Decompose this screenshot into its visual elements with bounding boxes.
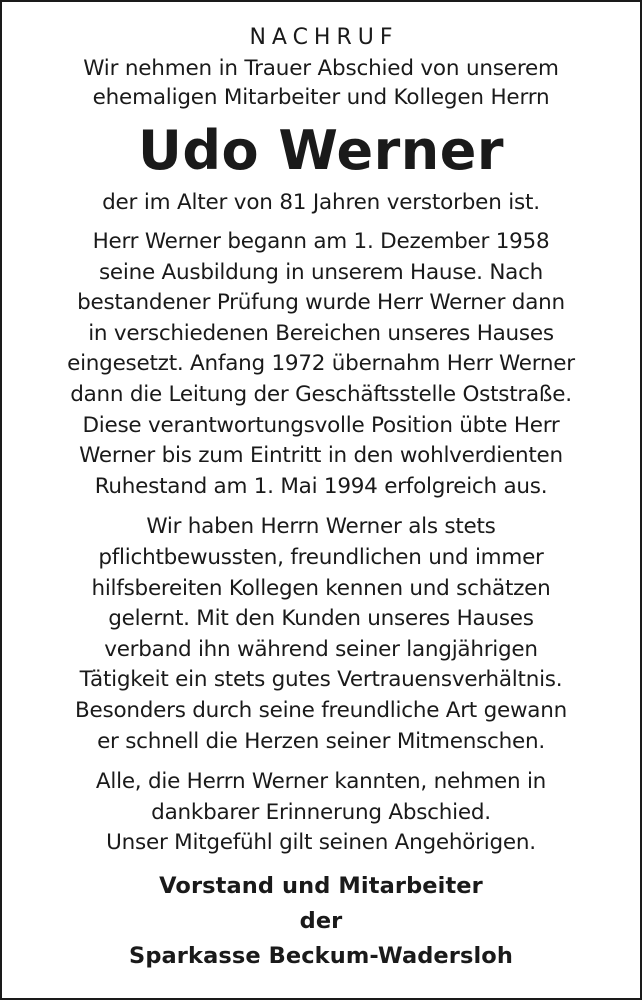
signature-block	[12, 869, 630, 974]
text-line: in verschiedenen Bereichen unseres Hauses	[88, 320, 554, 346]
text-line: er schnell die Herzen seiner Mitmenschen.	[97, 728, 545, 754]
text-line: seine Ausbildung in unserem Hause. Nach	[98, 259, 544, 285]
text-line: bestandener Prüfung wurde Herr Werner dann	[77, 290, 565, 316]
text-line: Alle, die Herrn Werner kannten, nehmen in	[95, 769, 547, 795]
intro-line: Wir nehmen in Trauer Abschied von unserem	[83, 56, 559, 81]
text-line: hilfsbereiten Kollegen kennen und schätzen	[91, 575, 551, 601]
text-line: Wir haben Herrn Werner als stets	[146, 514, 496, 540]
text-line: Herr Werner begann am 1. Dezember 1958	[92, 229, 550, 254]
obituary-notice	[12, 22, 630, 974]
signature-line: Sparkasse Beckum-Wadersloh	[129, 942, 513, 969]
text-line: Diese verantwortungsvolle Position übte Herr	[82, 412, 560, 438]
text-line: dankbarer Erinnerung Abschied.	[151, 799, 491, 825]
text-line: verband ihn während seiner langjährigen	[104, 636, 538, 662]
age-line: der im Alter von 81 Jahren verstorben ist.	[102, 190, 540, 215]
text-line: Tätigkeit ein stets gutes Vertrauensverhältnis.	[79, 667, 563, 693]
condolence-paragraph	[12, 767, 630, 859]
deceased-name: Udo Werner	[138, 119, 504, 182]
text-line: Ruhestand am 1. Mai 1994 erfolgreich aus.	[94, 473, 548, 499]
intro-line: ehemaligen Mitarbeiter und Kollegen Herrn	[92, 85, 550, 110]
text-line: gelernt. Mit den Kunden unseres Hauses	[108, 606, 534, 632]
signature-line: Vorstand und Mitarbeiter	[159, 872, 483, 899]
notice-heading: NACHRUF	[249, 25, 399, 50]
text-line: Besonders durch seine freundliche Art gewann	[75, 697, 567, 723]
text-line: dann die Leitung der Geschäftsstelle Oststraße.	[70, 381, 572, 407]
text-line: Werner bis zum Eintritt in den wohlverdienten	[79, 443, 563, 469]
text-line: eingesetzt. Anfang 1972 übernahm Herr Werner	[67, 351, 575, 377]
text-line: pflichtbewussten, freundlichen und immer	[98, 544, 544, 570]
career-paragraph	[12, 227, 630, 502]
signature-line: der	[299, 907, 343, 934]
text-line: Unser Mitgefühl gilt seinen Angehörigen.	[106, 830, 536, 856]
tribute-paragraph	[12, 512, 630, 757]
